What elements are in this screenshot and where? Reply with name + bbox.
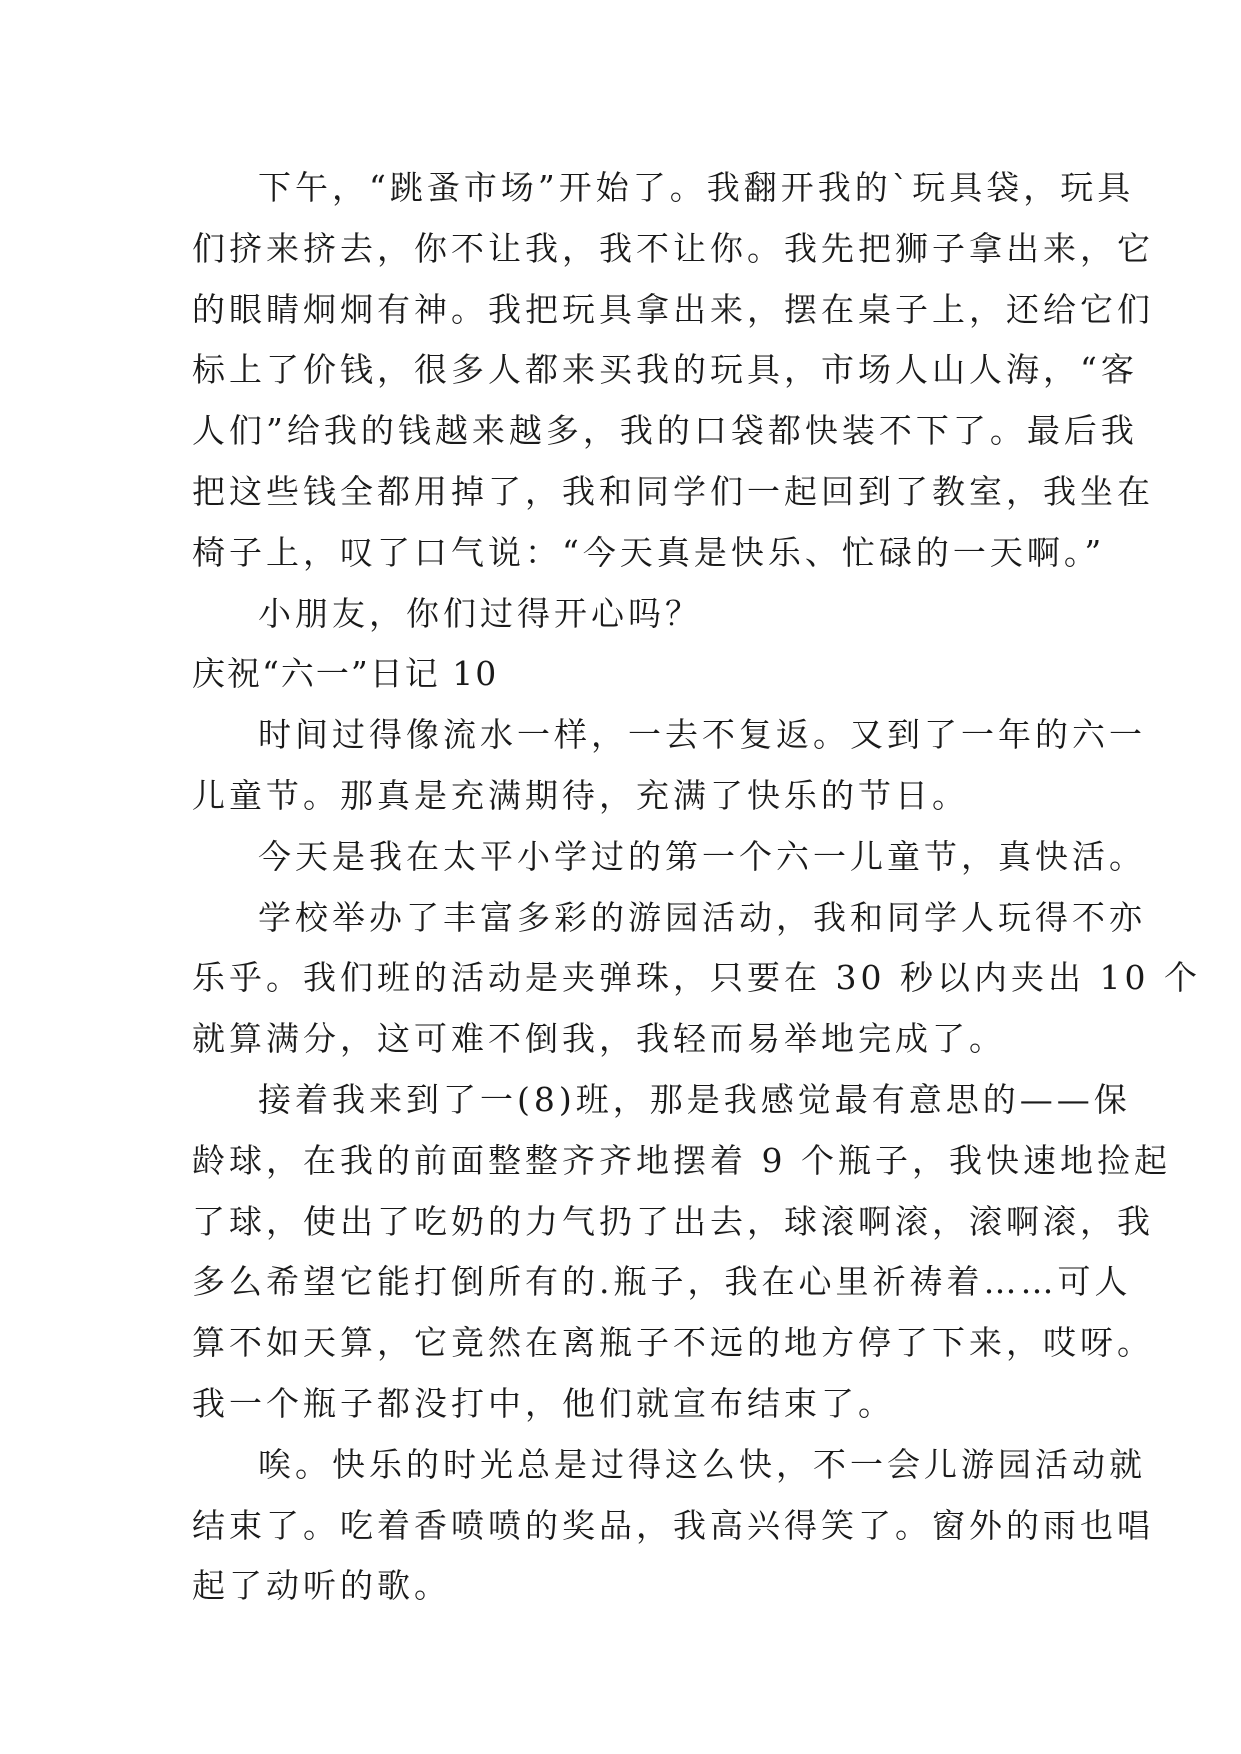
text-line: 下午，“跳蚤市场”开始了。我翻开我的`玩具袋，玩具: [258, 168, 1135, 207]
document-page: [192, 158, 1201, 1617]
text-line: 人们”给我的钱越来越多，我的口袋都快装不下了。最后我: [192, 411, 1138, 451]
text-line: 结束了。吃着香喷喷的奖品，我高兴得笑了。窗外的雨也唱: [192, 1505, 1154, 1545]
text-line: 时间过得像流水一样，一去不复返。又到了一年的六一: [258, 715, 1146, 755]
text-line: 标上了价钱，很多人都来买我的玩具，市场人山人海，“客: [192, 350, 1138, 390]
text-line: 就算满分，这可难不倒我，我轻而易举地完成了。: [192, 1019, 1006, 1059]
text-line: 的眼睛炯炯有神。我把玩具拿出来，摆在桌子上，还给它们: [192, 289, 1154, 329]
text-line: 我一个瓶子都没打中，他们就宣布结束了。: [192, 1383, 895, 1423]
text-line: 唉。快乐的时光总是过得这么快，不一会儿游园活动就: [258, 1444, 1146, 1484]
text-line: 们挤来挤去，你不让我，我不让你。我先把狮子拿出来，它: [192, 228, 1154, 268]
text-line: 接着我来到了一(8)班，那是我感觉最有意思的——保: [258, 1079, 1131, 1119]
text-line: 小朋友，你们过得开心吗？: [258, 593, 702, 633]
text-line: 乐乎。我们班的活动是夹弹珠，只要在 30 秒以内夹出 10 个: [192, 958, 1201, 998]
text-line: 起了动听的歌。: [192, 1566, 451, 1606]
text-line: 把这些钱全都用掉了，我和同学们一起回到了教室，我坐在: [192, 471, 1154, 511]
section-heading: 庆祝“六一”日记 10: [192, 654, 499, 694]
text-line: 今天是我在太平小学过的第一个六一儿童节，真快活。: [258, 836, 1146, 876]
text-line: 椅子上，叹了口气说：“今天真是快乐、忙碌的一天啊。”: [192, 532, 1106, 572]
text-line: 算不如天算，它竟然在离瓶子不远的地方停了下来，哎呀。: [192, 1323, 1154, 1363]
text-line: 了球，使出了吃奶的力气扔了出去，球滚啊滚，滚啊滚，我: [192, 1201, 1154, 1241]
text-line: 多么希望它能打倒所有的.瓶子，我在心里祈祷着……可人: [192, 1262, 1132, 1302]
text-line: 龄球，在我的前面整整齐齐地摆着 9 个瓶子，我快速地捡起: [192, 1140, 1171, 1180]
text-line: 学校举办了丰富多彩的游园活动，我和同学人玩得不亦: [258, 897, 1146, 937]
text-line: 儿童节。那真是充满期待，充满了快乐的节日。: [192, 775, 969, 815]
